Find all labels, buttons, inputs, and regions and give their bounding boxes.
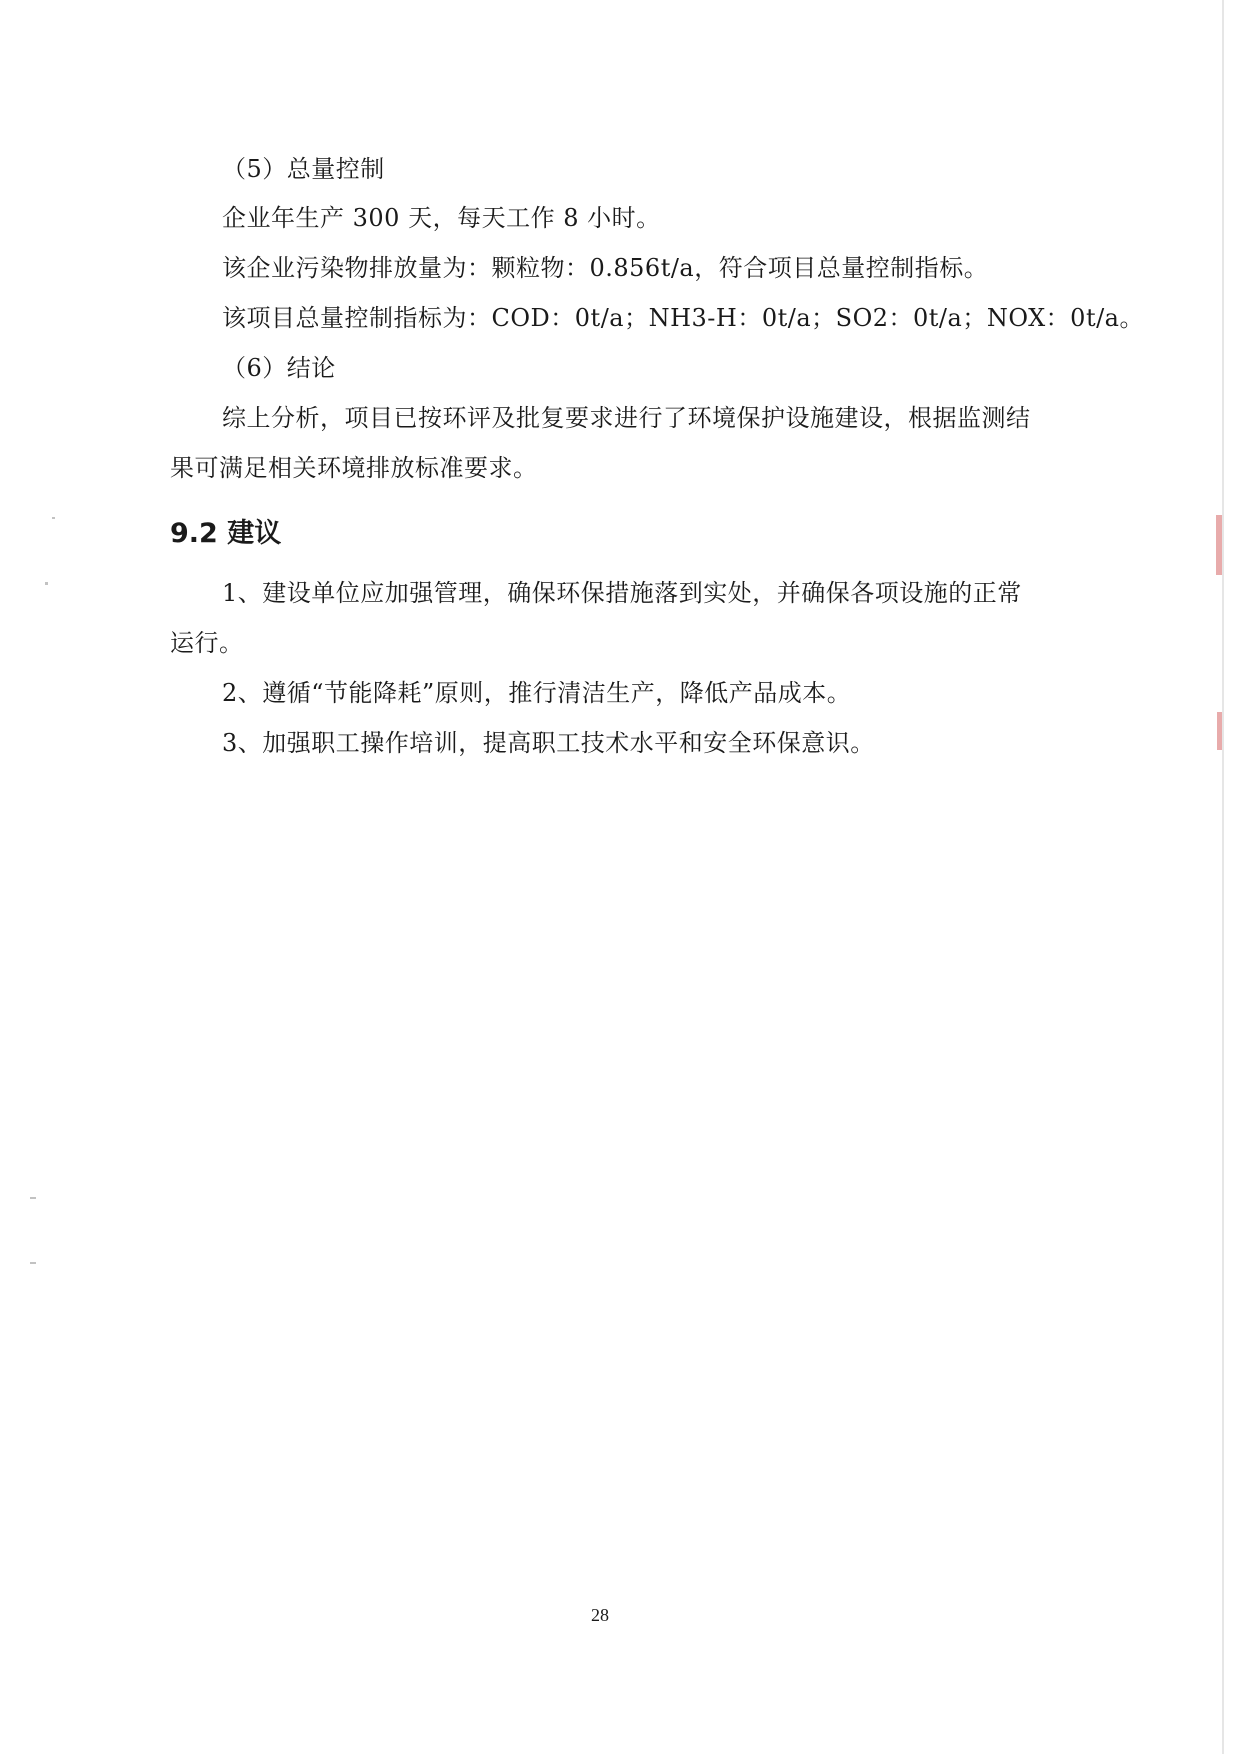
suggestion-3: 3、加强职工操作培训，提高职工技术水平和安全环保意识。 bbox=[222, 729, 875, 757]
control-index-text: 该项目总量控制指标为：COD：0t/a；NH3-H：0t/a；SO2：0t/a；NOX：0t/a。 bbox=[222, 304, 1144, 332]
total-control-title: （5）总量控制 bbox=[222, 155, 385, 183]
suggestion-1-line1: 1、建设单位应加强管理，确保环保措施落到实处，并确保各项设施的正常 bbox=[222, 579, 1022, 607]
scan-edge-line bbox=[1222, 0, 1224, 1754]
section-heading-9-2: 9.2 建议 bbox=[170, 518, 282, 549]
conclusion-text-line1: 综上分析，项目已按环评及批复要求进行了环境保护设施建设，根据监测结 bbox=[222, 404, 1031, 432]
page-number: 28 bbox=[591, 1605, 609, 1625]
scan-speck bbox=[30, 1262, 36, 1264]
conclusion-text-line2: 果可满足相关环境排放标准要求。 bbox=[170, 454, 538, 482]
conclusion-title: （6）结论 bbox=[222, 354, 336, 382]
suggestion-2: 2、遵循“节能降耗”原则，推行清洁生产，降低产品成本。 bbox=[222, 679, 852, 707]
seal-edge-mark-lower bbox=[1217, 712, 1222, 750]
emission-amount-text: 该企业污染物排放量为：颗粒物：0.856t/a，符合项目总量控制指标。 bbox=[222, 254, 989, 282]
seal-edge-mark bbox=[1216, 515, 1222, 575]
scan-speck bbox=[45, 582, 48, 585]
suggestion-1-line2: 运行。 bbox=[170, 629, 244, 657]
scan-speck bbox=[52, 517, 55, 519]
scan-speck bbox=[30, 1197, 36, 1199]
production-schedule-text: 企业年生产 300 天，每天工作 8 小时。 bbox=[222, 204, 661, 232]
